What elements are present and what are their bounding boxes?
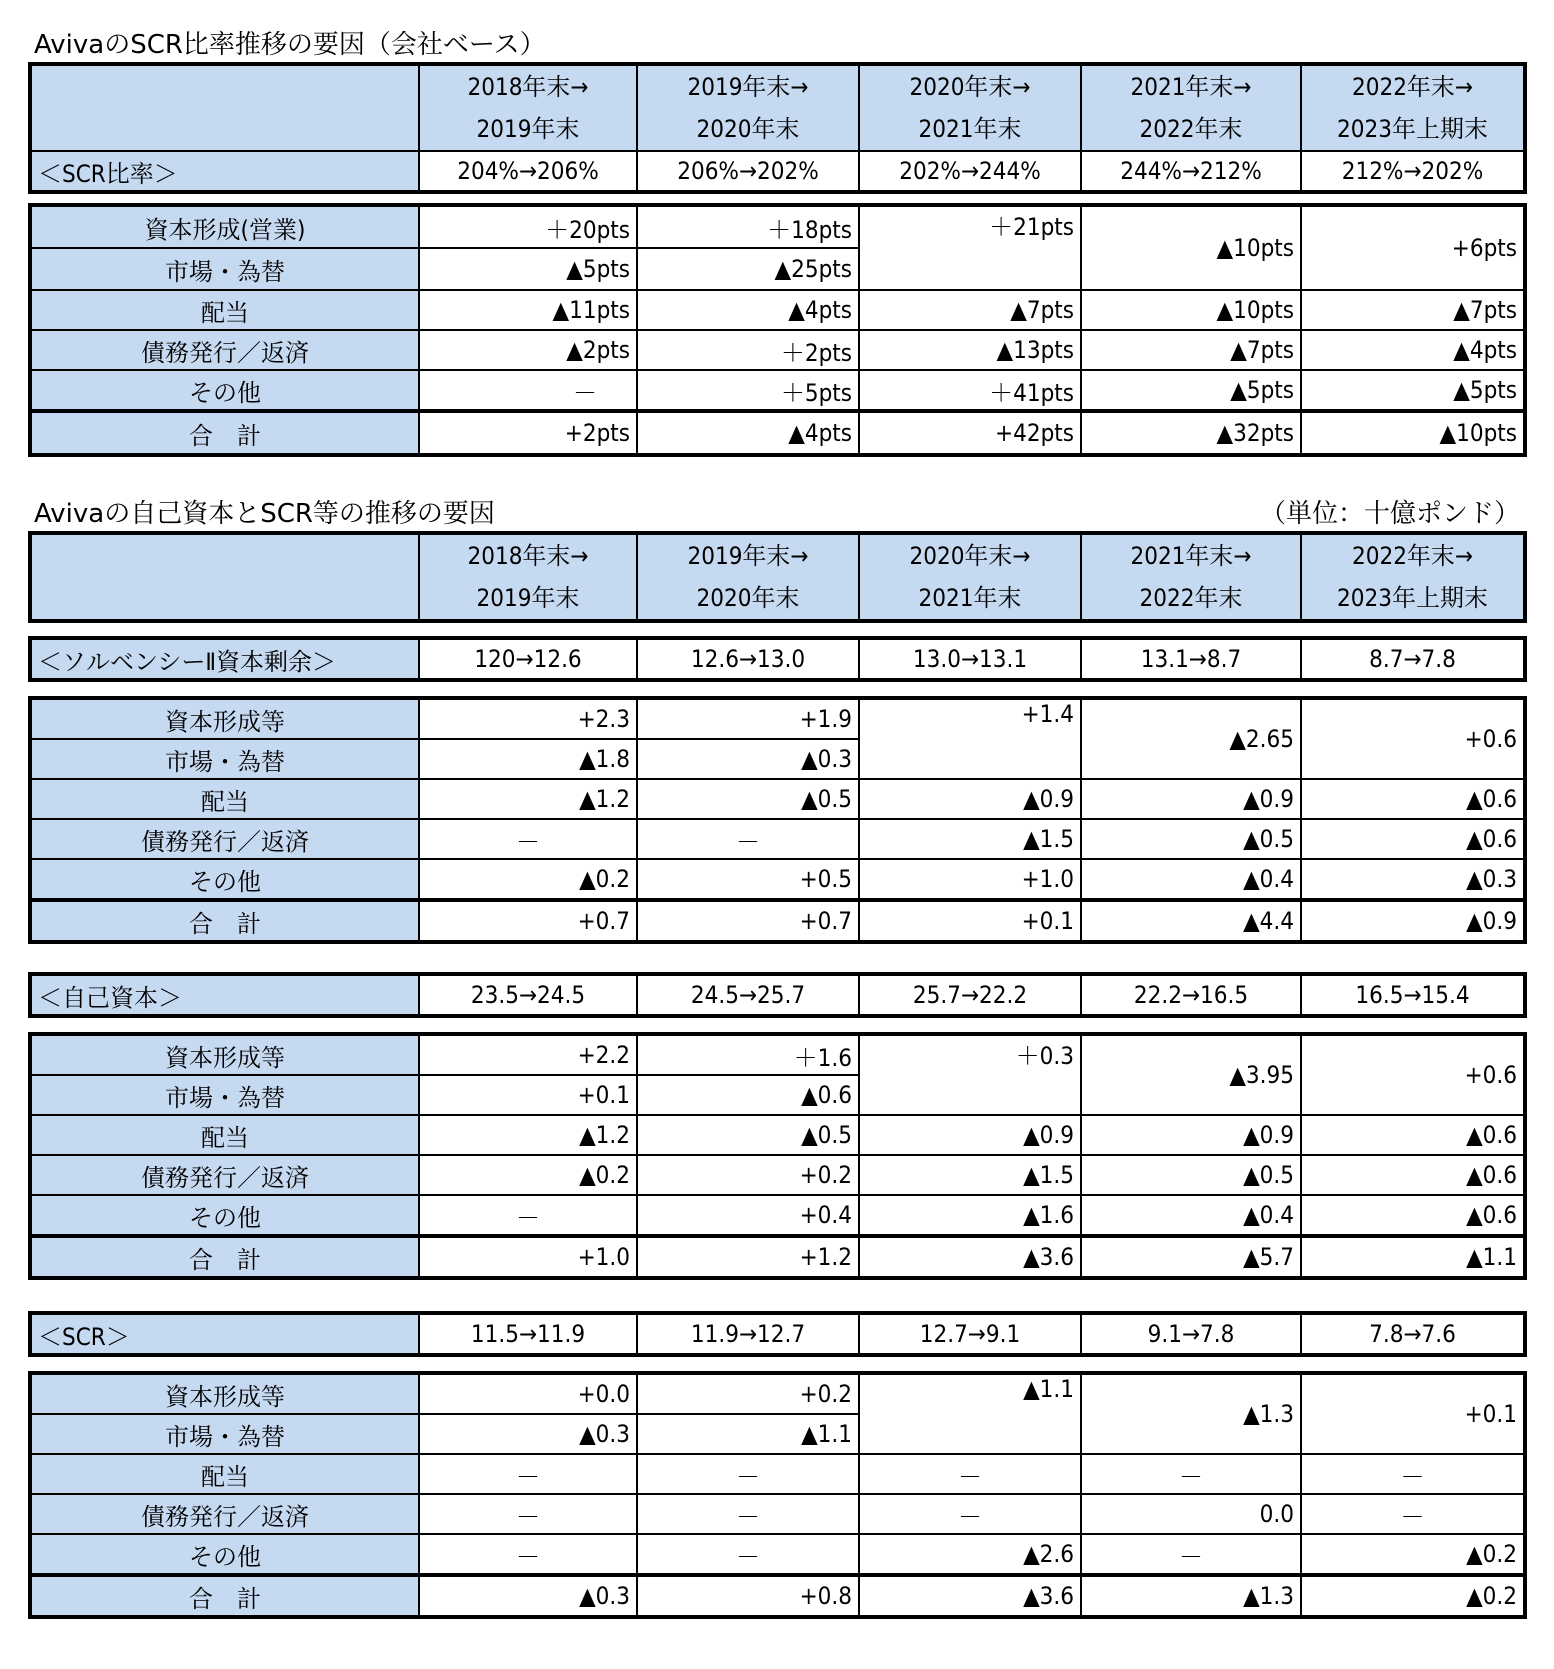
section-label: ＜ソルベンシーⅡ資本剰余＞ [31,639,419,679]
header-blank-cell [31,534,419,620]
change-cell: 11.9→12.7 [637,1314,859,1354]
value-cell: +0.1 [419,1075,637,1115]
header-blank-cell [31,65,419,151]
value-cell: +1.2 [637,1236,859,1277]
change-cell: 13.1→8.7 [1081,639,1301,679]
period-header: 2022年末→ 2023年上期末 [1301,65,1524,151]
change-cell: 12.6→13.0 [637,639,859,679]
row-label: 市場・為替 [31,248,419,290]
value-cell: +2.3 [419,699,637,739]
value-cell: +0.1 [1301,1374,1524,1454]
value-cell: ▲3.6 [859,1236,1081,1277]
row-label: 資本形成(営業) [31,206,419,248]
table-row [31,290,1524,330]
value-cell: ▲0.6 [1301,1155,1524,1195]
row-label: 配当 [31,1115,419,1155]
value-cell: ▲4.4 [1081,900,1301,941]
table2-title: Avivaの自己資本とSCR等の推移の要因 [34,499,495,529]
scr-ratio-label: ＜SCR比率＞ [31,151,419,191]
row-label: 合 計 [31,1236,419,1277]
table-row [31,819,1524,859]
row-label: 資本形成等 [31,1374,419,1414]
value-cell: ▲3.6 [859,1575,1081,1616]
ratio-cell: 202%→244% [859,151,1081,191]
change-cell: 9.1→7.8 [1081,1314,1301,1354]
value-cell: ▲0.6 [637,1075,859,1115]
solvency-surplus-change-table [30,638,1525,680]
ratio-cell: 206%→202% [637,151,859,191]
table-row [31,1195,1524,1236]
value-cell: ▲0.6 [1301,819,1524,859]
period-header: 2020年末→ 2021年末 [859,65,1081,151]
table-row [31,699,1524,739]
change-cell: 7.8→7.6 [1301,1314,1524,1354]
value-cell: ▲25pts [637,248,859,290]
change-cell: 25.7→22.2 [859,975,1081,1015]
value-cell: ▲1.3 [1081,1575,1301,1616]
row-label: 合 計 [31,1575,419,1616]
value-cell: 0.0 [1081,1494,1301,1534]
value-cell: － [419,1494,637,1534]
value-cell: ▲0.9 [1301,900,1524,941]
change-cell: 13.0→13.1 [859,639,1081,679]
value-cell: － [419,1534,637,1575]
row-label: 配当 [31,779,419,819]
value-cell: +1.9 [637,699,859,739]
value-cell: ▲4pts [1301,330,1524,370]
period-header: 2022年末→ 2023年上期末 [1301,534,1524,620]
period-header: 2018年末→ 2019年末 [419,534,637,620]
value-cell: +0.5 [637,859,859,900]
row-label: その他 [31,370,419,411]
value-cell: ▲0.6 [1301,1115,1524,1155]
value-cell: ▲5pts [1301,370,1524,411]
value-cell: ＋20pts [419,206,637,248]
table-row [31,859,1524,900]
value-cell: ▲2.65 [1081,699,1301,779]
change-cell: 11.5→11.9 [419,1314,637,1354]
total-row [31,411,1524,454]
value-cell: ▲0.3 [419,1575,637,1616]
value-cell: +42pts [859,411,1081,454]
change-cell: 22.2→16.5 [1081,975,1301,1015]
value-cell: － [419,1454,637,1494]
value-cell: ▲0.6 [1301,1195,1524,1236]
row-label: 合 計 [31,411,419,454]
value-cell: ▲2pts [419,330,637,370]
value-cell: ＋5pts [637,370,859,411]
own-funds-factor-table [30,1034,1525,1278]
row-label: 配当 [31,290,419,330]
table-row [31,1035,1524,1075]
change-cell: 23.5→24.5 [419,975,637,1015]
value-cell: － [859,1494,1081,1534]
row-label: 債務発行／返済 [31,1155,419,1195]
table1-title: AvivaのSCR比率推移の要因（会社ベース） [34,30,546,60]
value-cell: ▲1.3 [1081,1374,1301,1454]
value-cell: +2pts [419,411,637,454]
value-cell: +1.0 [419,1236,637,1277]
value-cell: ▲0.9 [859,779,1081,819]
section-label: ＜自己資本＞ [31,975,419,1015]
value-cell: ▲1.1 [1301,1236,1524,1277]
table2-header-table [30,533,1525,621]
scr-ratio-factor-table [30,205,1525,455]
value-cell: +2.2 [419,1035,637,1075]
section-label: ＜SCR＞ [31,1314,419,1354]
value-cell: ▲1.5 [859,819,1081,859]
value-cell: ▲11pts [419,290,637,330]
row-label: 市場・為替 [31,1414,419,1454]
row-label: 資本形成等 [31,1035,419,1075]
value-cell: ▲7pts [859,290,1081,330]
value-cell: +0.7 [637,900,859,941]
value-cell: － [1301,1454,1524,1494]
value-cell: ▲0.5 [637,1115,859,1155]
change-cell: 24.5→25.7 [637,975,859,1015]
table-row [31,779,1524,819]
table-row [31,330,1524,370]
value-cell: － [1081,1454,1301,1494]
value-cell: － [419,819,637,859]
value-cell: ▲10pts [1081,290,1301,330]
value-cell: ▲0.4 [1081,1195,1301,1236]
value-cell: ▲0.9 [859,1115,1081,1155]
value-cell: ▲0.5 [637,779,859,819]
value-cell: ▲32pts [1081,411,1301,454]
row-label: 債務発行／返済 [31,330,419,370]
ratio-cell: 204%→206% [419,151,637,191]
value-cell: ▲4pts [637,290,859,330]
value-cell: ▲7pts [1301,290,1524,330]
value-cell: ＋41pts [859,370,1081,411]
value-cell: ＋21pts [859,206,1081,290]
row-label: その他 [31,1534,419,1575]
change-cell: 8.7→7.8 [1301,639,1524,679]
value-cell: － [419,1195,637,1236]
scr-ratio-header-table [30,64,1525,192]
value-cell: +1.0 [859,859,1081,900]
row-label: 市場・為替 [31,1075,419,1115]
value-cell: ▲0.4 [1081,859,1301,900]
value-cell: ＋1.6 [637,1035,859,1075]
value-cell: ▲0.2 [1301,1575,1524,1616]
value-cell: ▲10pts [1081,206,1301,290]
value-cell: +0.2 [637,1374,859,1414]
value-cell: － [1301,1494,1524,1534]
total-row [31,900,1524,941]
value-cell: ▲0.3 [419,1414,637,1454]
value-cell: +0.1 [859,900,1081,941]
table-row [31,1115,1524,1155]
value-cell: ＋18pts [637,206,859,248]
row-label: その他 [31,859,419,900]
table-row [31,206,1524,248]
change-cell: 120→12.6 [419,639,637,679]
value-cell: ▲0.9 [1081,1115,1301,1155]
value-cell: ▲0.2 [419,1155,637,1195]
value-cell: +0.8 [637,1575,859,1616]
change-cell: 12.7→9.1 [859,1314,1081,1354]
value-cell: ▲0.2 [1301,1534,1524,1575]
scr-factor-table [30,1373,1525,1617]
value-cell: － [419,370,637,411]
value-cell: ＋2pts [637,330,859,370]
value-cell: +0.7 [419,900,637,941]
value-cell: +0.2 [637,1155,859,1195]
table-row [31,370,1524,411]
value-cell: ▲0.3 [637,739,859,779]
row-label: 資本形成等 [31,699,419,739]
value-cell: ＋0.3 [859,1035,1081,1115]
period-header: 2020年末→ 2021年末 [859,534,1081,620]
value-cell: ▲1.6 [859,1195,1081,1236]
table-row [31,1155,1524,1195]
value-cell: ▲7pts [1081,330,1301,370]
value-cell: +0.4 [637,1195,859,1236]
value-cell: ▲2.6 [859,1534,1081,1575]
value-cell: ▲0.2 [419,859,637,900]
row-label: 配当 [31,1454,419,1494]
value-cell: ▲10pts [1301,411,1524,454]
value-cell: +0.6 [1301,699,1524,779]
total-row [31,1575,1524,1616]
value-cell: ▲4pts [637,411,859,454]
value-cell: +0.0 [419,1374,637,1414]
value-cell: ▲1.2 [419,779,637,819]
value-cell: ▲3.95 [1081,1035,1301,1115]
table-row [31,1454,1524,1494]
ratio-cell: 212%→202% [1301,151,1524,191]
value-cell: － [637,1534,859,1575]
total-row [31,1236,1524,1277]
value-cell: ▲0.3 [1301,859,1524,900]
period-header: 2021年末→ 2022年末 [1081,65,1301,151]
row-label: 債務発行／返済 [31,819,419,859]
value-cell: ▲0.5 [1081,1155,1301,1195]
value-cell: ▲13pts [859,330,1081,370]
value-cell: ▲1.2 [419,1115,637,1155]
period-header: 2019年末→ 2020年末 [637,534,859,620]
value-cell: ▲5pts [419,248,637,290]
row-label: その他 [31,1195,419,1236]
table-row [31,1374,1524,1414]
value-cell: ▲1.8 [419,739,637,779]
table-row [31,1534,1524,1575]
own-funds-change-table [30,974,1525,1016]
value-cell: ▲1.5 [859,1155,1081,1195]
value-cell: － [637,819,859,859]
value-cell: ▲0.5 [1081,819,1301,859]
ratio-cell: 244%→212% [1081,151,1301,191]
value-cell: ▲0.9 [1081,779,1301,819]
value-cell: ▲0.6 [1301,779,1524,819]
value-cell: +1.4 [859,699,1081,779]
value-cell: － [637,1454,859,1494]
solvency-surplus-factor-table [30,698,1525,942]
value-cell: － [1081,1534,1301,1575]
period-header: 2018年末→ 2019年末 [419,65,637,151]
period-header: 2021年末→ 2022年末 [1081,534,1301,620]
value-cell: ▲1.1 [637,1414,859,1454]
unit-label: （単位：十億ポンド） [1259,499,1520,529]
period-header: 2019年末→ 2020年末 [637,65,859,151]
change-cell: 16.5→15.4 [1301,975,1524,1015]
row-label: 市場・為替 [31,739,419,779]
value-cell: － [637,1494,859,1534]
value-cell: ▲5.7 [1081,1236,1301,1277]
row-label: 合 計 [31,900,419,941]
value-cell: +6pts [1301,206,1524,290]
value-cell: － [859,1454,1081,1494]
value-cell: +0.6 [1301,1035,1524,1115]
row-label: 債務発行／返済 [31,1494,419,1534]
value-cell: ▲1.1 [859,1374,1081,1454]
value-cell: ▲5pts [1081,370,1301,411]
table-row [31,1494,1524,1534]
scr-change-table [30,1313,1525,1355]
